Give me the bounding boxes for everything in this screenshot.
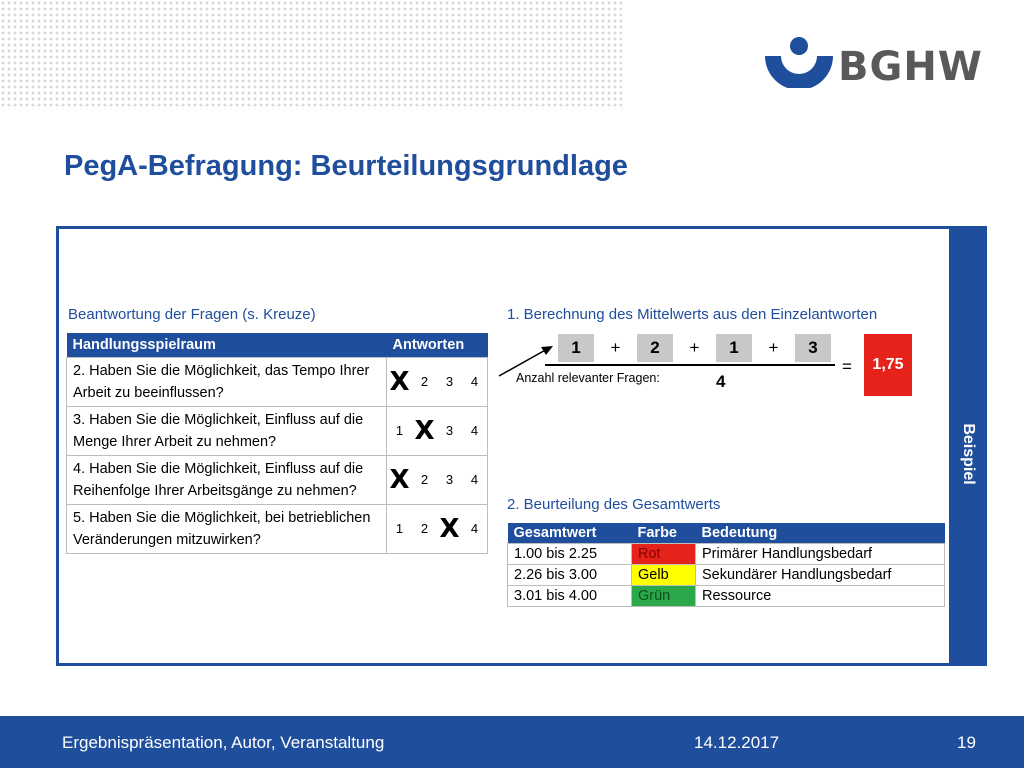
denominator-label: Anzahl relevanter Fragen: bbox=[516, 371, 660, 385]
rating-range: 2.26 bis 3.00 bbox=[508, 565, 632, 586]
calc-value: 2 bbox=[637, 334, 673, 362]
table-row bbox=[67, 407, 488, 456]
answer-option: 3 bbox=[445, 374, 454, 389]
answer-options bbox=[387, 505, 488, 554]
table-row bbox=[67, 358, 488, 407]
rating-meaning: Sekundärer Handlungsbedarf bbox=[696, 565, 945, 586]
calc-numerator bbox=[558, 334, 831, 362]
rating-range: 3.01 bis 4.00 bbox=[508, 586, 632, 607]
calc-caption: 1. Berechnung des Mittelwerts aus den Einzelantworten bbox=[507, 306, 878, 323]
answer-option: 4 bbox=[470, 374, 479, 389]
question-text: 2. Haben Sie die Möglichkeit, das Tempo Ihrer Arbeit zu beeinflussen? bbox=[67, 358, 387, 407]
side-tab-label: Beispiel bbox=[960, 423, 977, 485]
rating-caption: 2. Beurteilung des Gesamtwerts bbox=[507, 496, 721, 513]
footer-date: 14.12.2017 bbox=[694, 733, 780, 752]
footer bbox=[0, 716, 1024, 768]
answer-option: 4 bbox=[470, 472, 479, 487]
plus-sign: + bbox=[768, 338, 779, 357]
question-text: 5. Haben Sie die Möglichkeit, bei betrieblichen Veränderungen mitzuwirken? bbox=[67, 505, 387, 554]
header-dot-pattern bbox=[0, 0, 622, 110]
answer-option: 3 bbox=[445, 423, 454, 438]
rating-range: 1.00 bis 2.25 bbox=[508, 544, 632, 565]
denominator-value: 4 bbox=[716, 372, 726, 391]
questions-header-answers: Antworten bbox=[387, 333, 488, 358]
rating-meaning: Primärer Handlungsbedarf bbox=[696, 544, 945, 565]
answer-option: 2 bbox=[420, 374, 429, 389]
answer-option: 3 bbox=[445, 472, 454, 487]
answer-option: 1 bbox=[395, 521, 404, 536]
rating-color: Grün bbox=[632, 586, 696, 607]
table-row bbox=[508, 565, 945, 586]
question-text: 4. Haben Sie die Möglichkeit, Einfluss auf die Reihenfolge Ihrer Arbeitsgänge zu nehmen? bbox=[67, 456, 387, 505]
plus-sign: + bbox=[610, 338, 621, 357]
cross-mark: X bbox=[439, 514, 460, 544]
rating-color: Rot bbox=[632, 544, 696, 565]
footer-page-number: 19 bbox=[957, 733, 976, 752]
rating-color: Gelb bbox=[632, 565, 696, 586]
cross-mark: X bbox=[389, 465, 410, 495]
question-text: 3. Haben Sie die Möglichkeit, Einfluss auf die Menge Ihrer Arbeit zu nehmen? bbox=[67, 407, 387, 456]
answer-option: 4 bbox=[470, 423, 479, 438]
rating-header-value: Gesamtwert bbox=[508, 523, 632, 544]
brand-name: BGHW bbox=[838, 44, 983, 90]
questions-header-topic: Handlungsspielraum bbox=[67, 333, 387, 358]
rating-header-meaning: Bedeutung bbox=[696, 523, 945, 544]
answer-option: 1 bbox=[395, 423, 404, 438]
table-row bbox=[67, 456, 488, 505]
answer-option: 2 bbox=[420, 472, 429, 487]
calc-value: 1 bbox=[716, 334, 752, 362]
equals-sign: = bbox=[842, 357, 852, 376]
calc-value: 1 bbox=[558, 334, 594, 362]
cross-mark: X bbox=[389, 367, 410, 397]
answer-option: 4 bbox=[470, 521, 479, 536]
fraction-line bbox=[545, 364, 835, 366]
cross-mark: X bbox=[414, 416, 435, 446]
table-row bbox=[508, 544, 945, 565]
table-row bbox=[67, 505, 488, 554]
answer-options bbox=[387, 456, 488, 505]
footer-event: Ergebnispräsentation, Autor, Veranstaltung bbox=[62, 733, 385, 752]
answer-options bbox=[387, 407, 488, 456]
page-title: PegA-Befragung: Beurteilungsgrundlage bbox=[64, 150, 628, 182]
table-row bbox=[508, 586, 945, 607]
answer-options bbox=[387, 358, 488, 407]
rating-meaning: Ressource bbox=[696, 586, 945, 607]
questions-table bbox=[66, 333, 488, 554]
rating-table bbox=[507, 523, 945, 607]
answer-option: 2 bbox=[420, 521, 429, 536]
answers-caption: Beantwortung der Fragen (s. Kreuze) bbox=[68, 306, 316, 323]
calc-value: 3 bbox=[795, 334, 831, 362]
plus-sign: + bbox=[689, 338, 700, 357]
result-value: 1,75 bbox=[864, 334, 912, 396]
rating-header-color: Farbe bbox=[632, 523, 696, 544]
side-tab bbox=[949, 226, 987, 666]
